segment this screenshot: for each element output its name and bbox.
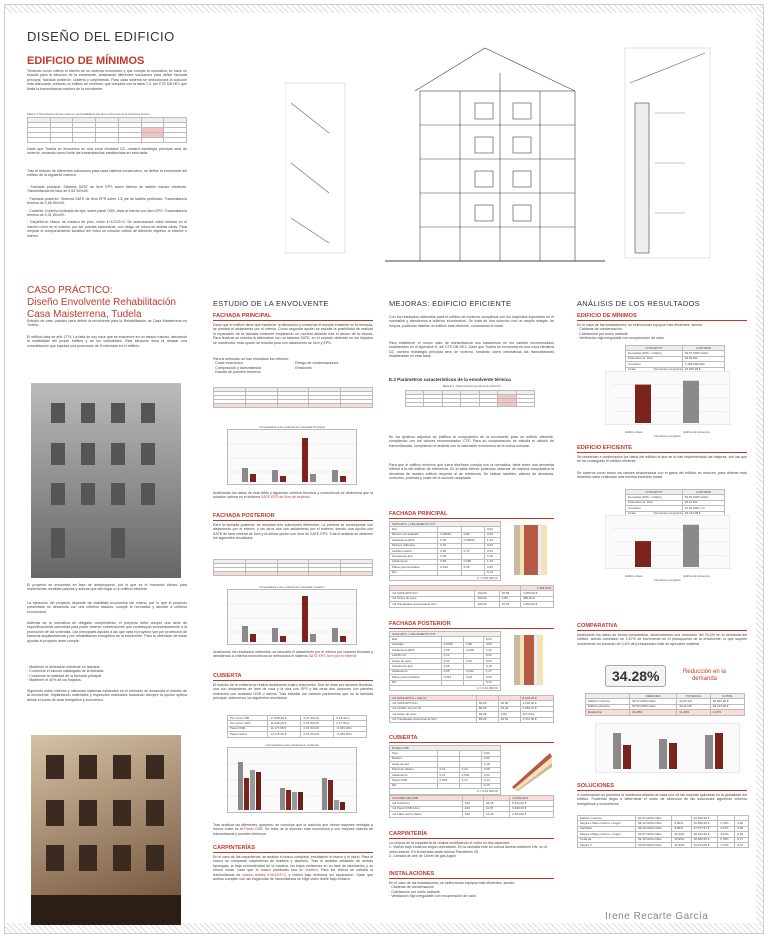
criteria-item: · Coste económico xyxy=(213,361,243,366)
analisis-comp-title: COMPARATIVA xyxy=(577,623,747,631)
mejoras-inst-title: INSTALACIONES xyxy=(389,871,554,879)
estudio-fp-chart-title: Comparativa entre soluciones: Fachada Principal xyxy=(259,425,325,429)
analisis-ef-text: Se presentan a continuación los datos del edificio al que se le han implementado las mejoras, con las que se ha conseguido el edificio eficiente. xyxy=(577,455,747,464)
caso-intro: Estudio de caso práctico para definir la envolvente para la Rehabilitación de Casa Maisterrena en Tudela. xyxy=(27,319,187,328)
estudio-carp-text xyxy=(213,855,373,881)
inst-item: · Ventilación higrorregulable con recuperación de calor xyxy=(389,894,476,899)
sol-row: Edificio mínimos 94,57 kWh/m²año 46.026,96 € xyxy=(578,816,749,821)
estudio-fpo-chart xyxy=(227,585,357,650)
chart2-cat: Edificio objeto xyxy=(625,574,643,578)
estudio-cub-bars xyxy=(227,747,357,813)
fpo-note-highlight: SATE EPS 5cm por el exterior. xyxy=(308,654,358,659)
analisis-comp-table: DEMANDA POTENCIA COSTE Edificio mínimos 94,57 kWh/m²año 34,00 kW 46.026,96 € Edificio eficiente 53,60 kWh/m²año 30,11 kW 49.313,05 € Reducción 34,28% 11,44% 4,47% xyxy=(585,693,745,716)
carp-highlight: de madera. xyxy=(299,868,319,873)
cub-note-highlight: Panel OSB. xyxy=(244,827,264,832)
caso-requirements xyxy=(27,665,187,683)
cub-row: Panel OSB 11.177,68 € 0,31 W/m²K -0,040 W/m xyxy=(228,726,367,731)
analisis-ef-text2: Se observa como todos los valores relacionados con el gasto del edificio se reducen, para obtener esto beneficio debe realizarse una mínima inversión inicial. xyxy=(577,471,747,480)
cub-layers-header: PANEL OSB xyxy=(390,746,501,751)
limits-table-caption: Tabla 2.3 Transmitancia térmica máxima y permeabilidad al aire de los elementos de la envolvente térmica xyxy=(27,113,150,116)
poster-title: DISEÑO DEL EDIFICIO xyxy=(27,29,175,44)
carp-text3: y vidrios bajo emisivos sin separación. Dado que ambos cumplen con las exigencias de transmitancia se elige vidrio doble bajo emisivo. xyxy=(213,872,374,882)
criteria-item: · Emisiones xyxy=(293,365,312,370)
estudio-cub-note xyxy=(213,823,373,836)
estudio-fpo-chart-title: Comparativa entre soluciones: Fachada posterior xyxy=(259,585,325,589)
mejoras-title: MEJORAS: EDIFICIO EFICIENTE xyxy=(389,299,512,308)
fpo-layers-header: SATE EPS + AISLAMIENTO INT xyxy=(390,632,501,637)
chart1-svg xyxy=(605,371,730,425)
edificio-item: · Fachada principal: Sistema SATE de 5cm EPS sobre fábrica de ladrillo macizo existente. Transmitancia térmica de 0,53 W/m2K. xyxy=(27,185,187,194)
mejoras-p2: Para establecer el nuevo valor de transmitancia nos basaremos en los valores recomendados establecidos en el Apéndice E, del CTE DB HE1. Dado que Tudela se encuentra en una zona climática D2, nuestra estrategia principal será de invierno, tomando como orientativas las transmitancias establecidas en esta tabla. xyxy=(389,341,554,359)
estudio-fp-note xyxy=(213,491,373,500)
fp-u-total: U = 0,25 W/m²K xyxy=(390,576,501,581)
mejoras-fpo-title: FACHADA POSTERIOR xyxy=(389,621,554,629)
zone-text: Dado que Tudela se encuentra en una zona climática D2, nuestra estrategia principal será de invierno, tomando como límite las transmitancias establecidas en esta tabla. xyxy=(27,147,187,156)
criteria-item: · Estudio de puentes térmicos xyxy=(213,370,261,375)
caso-line2: Casa Maisterrena, Tudela xyxy=(27,309,142,320)
mejoras-fp-title: FACHADA PRINCIPAL xyxy=(389,511,554,519)
analisis-sol-text: A continuación se presenta la incidencia aislada de cada una de las mejoras aplicadas en la globalidad del edificio. Pudiendo llegar a determinar el orden de selección de las soluciones siguiendo criterios energéticos y económicos. xyxy=(577,793,747,806)
mejoras-p4: Para que el edificio mínimos que fuera diseñado cumpla con la normativa, debe tener una demanda inferior a la del edificio de referencia. En la tabla inferior podemos observar de manera comparativa la demanda de nuestro edificio respecto al de referencia. Se indican también, valores de demanda, consumo, potencia y coste de la solución adoptada. xyxy=(389,463,554,481)
building-photo-street xyxy=(31,383,181,578)
sol-row: Mejora 3 53,60 kWh/m²año 43,32% 49.313,05 € 7,14% 0,16 xyxy=(578,843,749,848)
chart2-cat: Edificio de referencia xyxy=(683,574,710,578)
fp-layers-header: SATE EPS + AISLAMIENTO INT xyxy=(390,522,501,527)
cub-row: Panel tarima 14.715,46 € 0,31 W/m²K -0,029 W/m xyxy=(228,732,367,737)
fp-note-text: Analizando los datos de esta tabla y siguiendo criterios técnicos y económicos se determina que la solución óptima es el sistema xyxy=(213,491,373,500)
analisis-min-table: CONCEPTO CANTIDAD Demanda (kWh / m2año) 94,57 kWh/m²año Potencia inst. total 34,00 kW Consumo 3.189 kWh/año Coste 46.026,96 € xyxy=(625,345,725,373)
edificio-item: · Cubierta: Cubierta inclinada de teja, sobre panel OSB, vista al interior con 8cm EPS. Transmitancia térmica de 0,31 W/m2K. xyxy=(27,208,187,218)
tested-text: Tras el estudio de diferentes soluciones para cada sistema constructivo, se define la envolvente del edificio de la siguiente manera: xyxy=(27,169,187,178)
mejoras-params-block xyxy=(389,377,554,407)
estudio-cub-title: CUBIERTA xyxy=(213,673,373,681)
fp-note-highlight: SATE EPS de 5cm de espesor. xyxy=(260,495,311,500)
chart1-cat: Edificio objeto xyxy=(625,430,643,434)
edificio-heading: EDIFICIO DE MÍNIMOS xyxy=(27,55,145,67)
caso-heading-block xyxy=(27,285,176,321)
carp-item: 1. Vidrios bajo emisivos según orientación. En la fachada este se coloca lámina lowtherm UN, en el vidrio interior. En la fachada oeste lámina Planitherm 4S. xyxy=(389,845,548,854)
analisis-title: ANÁLISIS DE LOS RESULTADOS xyxy=(577,299,700,308)
carp-highlight2: vidrios dobles 4+6/12/3+3, xyxy=(242,872,287,877)
chart2-xlabel: Demanda energética xyxy=(654,578,681,582)
building-photo-render xyxy=(31,735,181,925)
roof-section-icon xyxy=(510,747,554,791)
requirement-item: · Conservar la totalidad de la fachada principal xyxy=(27,673,102,678)
estudio-cub-text: El estudio de la cubierta se realiza analizando cuatro soluciones. Dos de ellas por razones técnicas, una con aislamiento de lana de roca y la otra con XPS y las otras dos opciones con paneles exteriores con acabado OSB o tarima. Tras estudiar los mismos parámetros que en la fachada principal, obtenemos los siguientes resultados: xyxy=(213,683,373,701)
requirement-item: · Mantener la alineación existente en fachada xyxy=(27,665,100,669)
analisis-sol-table xyxy=(577,815,749,848)
sol-row: Cubierta 62,45 kWh/m²año 33,96% 48.686,56 € 5,78% 0,17 xyxy=(578,837,749,842)
estudio-fp-criteria xyxy=(213,357,373,375)
cub-row: Por cerca: MR 17.635,46 € 0,37 W/m²K 0,18 W/m xyxy=(228,716,367,721)
render-sketch xyxy=(31,735,181,925)
estudio-fp-bars xyxy=(227,429,357,485)
mejoras-fpo-costs: m2 SATE EPS 5 + Alsl Int 8.204,40 € m2 SATE EPS 5cm 89,09 46,56 4.148,40 € m2 Ladrillo 1/2 pie LP 89,09 23,40 2.084,70 € m2 Golpe de yeso 89,09 4,80 427,63 € m2 Trasdosado autoportante 5cm 89,09 16,52 1.472,00 € xyxy=(389,695,554,723)
edificio-items xyxy=(27,185,187,241)
estudio-fp-chart xyxy=(227,425,357,490)
mejoras-params-title: E.2 Parámetros característicos de la envolvente térmica xyxy=(389,377,511,382)
mejoras-carp-text xyxy=(389,841,554,859)
estudio-fp-title: FACHADA PRINCIPAL xyxy=(213,313,373,321)
estudio-title: ESTUDIO DE LA ENVOLVENTE xyxy=(213,299,329,308)
fp-wall-section-icon xyxy=(510,523,554,579)
fpo-note-text: Analizando los resultados obtenidos, se descarta el aislamiento por el interior por razones técnicas y atendiendo a criterios económicos se selecciona el sistema xyxy=(213,650,374,659)
chart1-cat: Edificio de referencia xyxy=(683,430,710,434)
estudio-cub-chart xyxy=(227,743,357,818)
fp-cost-total: 7.456,00 € xyxy=(521,586,554,591)
estudio-cub-chart-title: Comparativa entre soluciones: Cubierta xyxy=(265,743,319,747)
carp-item: 2. Cámara de aire de 16mm de gas Argón xyxy=(389,854,456,859)
chart1-xlabel: Demanda energética xyxy=(654,434,681,438)
analisis-chart1 xyxy=(605,367,730,438)
caso-label: CASO PRÁCTICO: xyxy=(27,285,113,296)
mejoras-cub-costs: ud PANEL DE OSB 14.551,80 € m2 Cubrición 160 34,45 5.512,00 € m2 Panel OSB 12cm 160 41,87 6.699,20 € m2 Falso techo pladur 160 14,40 2.304,00 € xyxy=(389,795,554,818)
chart-bar xyxy=(635,385,651,423)
criteria-item: · Riesgo de condensaciones xyxy=(293,361,339,366)
poster xyxy=(4,4,764,934)
mejoras-cub-layers: PANEL OSB Teja 0,00 Rastrel 0,00 Capa de aire 0,18 Panel de tablero 0,01 0,13 0,08 Aislamiento 0,12 0,034 3,53 Panel OSB 0,018 0,13 0,14 Rsi 0,10 U = 0,24 W/m²K xyxy=(389,745,501,795)
chart-bar xyxy=(635,541,651,567)
analisis-min-text xyxy=(577,323,747,341)
estudio-fpo-text: Para la fachada posterior, se estudian tres soluciones diferentes. La primera se corresponde con aislamiento por el interior, y los otros dos con aislamiento por el exterior, siendo una opción con SATE de lana mineral de 6cm y la última opción con 5cm de SATE EPS. Tras el análisis se obtienen los siguientes resultados: xyxy=(213,523,373,541)
edificio-item: · Carpintería: Marco de madera de pino, vidrio 4+4/12/3+3. Se seleccionará vidrio laminar en el interior como en el exterior, por ser puertas balconeras, con riesgo de rotura en ambas caras. Para mejorar el comportamiento acústico del vidrio se colocan vidrios de diferente espesor al exterior e interior. xyxy=(27,220,187,238)
estudio-cub-table xyxy=(227,715,367,738)
sol-row: Mejora 2 Bajo emisivo + Argón 83,57 kWh/m²año 11,63% 48.100,96 € 4,51% 0,39 xyxy=(578,832,749,837)
building-section-drawing xyxy=(285,43,715,273)
min-intro: En el caso de las instalaciones, se seleccionan equipos más eficientes, siendo: xyxy=(577,323,704,327)
caso-normativa: Además de la normativa de obligado cumplimiento, el proyecto debe cumplir una serie de especificaciones concretas para poder obtener subvenciones que contribuyan económicamente a la promoción de las viviendas. Las principales ayudas a las que opta el proyecto son por protección de barreras arquitectónicas y por rehabilitación energética de la envolvente. Para la obtención de estas ayudas el proyecto debe cumplir: xyxy=(27,621,187,643)
chart-bar xyxy=(683,381,699,423)
mejoras-carp-title: CARPINTERÍA xyxy=(389,831,554,839)
chart2-svg xyxy=(605,515,730,569)
estudio-fpo-note xyxy=(213,650,373,659)
caso-project: El proyecto se encuentra en fase de anteproyecto, por lo que es el momento idóneo para implementar medidas pasivas y activas que den lugar a un edificio eficiente. xyxy=(27,583,187,592)
pct-label: Reducción en la demanda xyxy=(682,669,726,682)
mejoras-fpo-layers: SATE EPS + AISLAMIENTO INT Rse 0,04 Acabado 0,0015 0,80 0,00 Aislamiento EPS 0,05 0,035 1,43 Ladrillo LP 0,12 0,22 Golpe de yeso 0,02 0,40 0,04 Cámara de aire 0,05 0,18 Aislamiento 0,05 0,034 1,47 Placa yeso laminado 0,013 0,25 0,05 Rsi 0,13 U = 0,22 W/m²K xyxy=(389,631,501,691)
estudio-fpo-title: FACHADA POSTERIOR xyxy=(213,513,373,521)
pct-badge xyxy=(605,665,734,687)
analisis-ef-title: EDIFICIO EFICIENTE xyxy=(577,445,747,453)
mejoras-cub-title: CUBIERTA xyxy=(389,735,554,743)
mejoras-p3: En los gráficos adjuntos se justifica la composición de la envolvente para un edificio eficiente, cumpliendo con los valores recomendados CTE. Para su comprobación se estudia el cálculo de transmitancias, cumpliendo el análisis con la valoración económica de la nueva solución. xyxy=(389,435,554,448)
min-item: · Ventilación higrorregulable con recuperación de calor xyxy=(577,336,664,341)
carp-text: En el caso de las carpinterías, se analiza el hueco completo, estudiando el marco y el vidrio. Para el marco se comparan carpinterías de madera y aluminio. Tras el análisis detallado de ambas tipologías, la baja conductividad de la madera, los bajos emisiones en su fase de fabricación y su menor coste, hace que el marco planteado sea xyxy=(213,855,373,873)
analisis-chart2 xyxy=(605,511,730,582)
requirement-item: · Conservar el escudo catalogado de la fachada xyxy=(27,669,104,674)
estudio-fpo-table xyxy=(213,559,373,576)
carp-text2: Para los vidrios se estudia la transmitancia de xyxy=(213,868,374,877)
cub-note-text: Tras analizar las diferentes opciones, se concluye que la solución que ofrece mayores ventajas a menor coste es el xyxy=(213,823,373,832)
limits-table xyxy=(27,117,187,143)
cub-row: Por cerca: XPS 10.426,20 € 0,32 W/m²K 0,17 W/m xyxy=(228,721,367,726)
pct-value: 34.28% xyxy=(605,665,666,687)
edificio-intro: Teniendo como criterio el diseño de un sistema económico y que cumpla la normativa, se hace un estudio para la elección de la envolvente, analizando diferentes soluciones para definir fachada principal, fachada posterior, cubierta y carpinterías. Para cada sistema se seleccionará la solución más adecuada, creando un edificio de mínimos, que cumplirá con la tabla 2.3. del CTE DB HE1 que limita la transmitancia máxima de la envolvente. xyxy=(27,69,187,91)
estudio-carp-title: CARPINTERÍAS xyxy=(213,845,373,853)
cub-note-text2: Se trata de la solución más económica y con mejores valores de transmitancia y puentes térmicos. xyxy=(213,827,373,836)
mejoras-params-sub: Tabla E.1. Transmitancia del elemento [W/m²K] xyxy=(442,384,501,388)
mejoras-params-table xyxy=(405,390,535,407)
limits-table-block xyxy=(27,113,187,143)
requirement-item: · Mantener el 40% de los forjados. xyxy=(27,678,82,683)
facade-sketch xyxy=(31,383,181,578)
author-signature: Irene Recarte García xyxy=(605,911,709,922)
caso-closing: Siguiendo estos criterios y utilizando sistemas existentes en el mercado se desarrolla el estudio de la envolvente, implantando materiales y espesores realizados buscando siempre la opción óptima desde el punto de vista energético y económico. xyxy=(27,689,187,702)
estudio-fp-table xyxy=(213,387,373,408)
hatched-border-right xyxy=(756,5,763,934)
analisis-comp-text: Analizando los datos de forma comparativa, observaremos una reducción del 34,2% en la demanda del edificio, siendo necesario un 4,47% de incremento en el presupuesto de la envolvente, lo que supone únicamente un aumento de 0,4% del presupuesto total de ejecución material. xyxy=(577,633,747,646)
caso-line1: Diseño Envolvente Rehabilitación xyxy=(27,297,176,308)
criteria-item: · Composición y transmitancia xyxy=(213,365,262,370)
mejoras-p1: Con los resultados obtenidos para el edificio de mínimos cumplimos con los requisitos impuestos en el normativa y atendemos a criterios económicos. Se trata de una solución con un amplio margen de mejora, pudiendo diseñar un edificio más eficiente, controlando el coste. xyxy=(389,315,554,328)
mejoras-inst-text xyxy=(389,881,554,899)
sol-row: Mejora 1 Bajo emisivo + Argón 88,12 kWh/m²año 6,82% 46.850,66 € 1,79% 0,26 xyxy=(578,821,749,826)
estudio-fp-text: Dado que el edificio tiene que mantener la alineación y conservar el escudo existente en la fachada, se plantea el aislamiento por el interior. Como segunda opción se estudia la posibilidad de realizar la reparación de la fachada existente empleando un mortero aislante tras el abono de la misma. Para finalizar se estudia la alternativa con un sistema SATE, en el espacio obtenido en los forjados se mantendrá, esta opción se estudia para con aislamiento de 5cm y EPS. xyxy=(213,323,373,345)
inst-intro: En el caso de las instalaciones, se seleccionan equipos más eficientes, siendo: xyxy=(389,881,516,885)
caso-history: El edificio data de año 1774. La falta de uso hace que se encuentre en un estado ruinoso, afectando la estabilidad del propio edificio y de los colindantes. Esta situación lleva la realizar una consolidación que impulsa una promoción de 8 viviendas en el edificio. xyxy=(27,335,187,348)
hatched-border-top xyxy=(5,5,764,13)
caso-execution: La ejecución del proyecto depende de viabilidad económica del mismo, por lo que el proyecto presentado se desarrolla con dos criterios básicos, cumplir la normativa y atender a criterios económicos. xyxy=(27,601,187,614)
edificio-item: · Fachada posterior: Sistema SATE de 5cm EPS sobre 1/2 pie de ladrillo perforado. Transmitancia térmica de 0,56 W/m2K. xyxy=(27,196,187,206)
analisis-ef-table: CONCEPTO CANTIDAD Demanda (kWh / m2año) 53,60 kWh/m²año Potencia inst. total 30,11 kW Consumo 10,93 kWh / m² Coste 49.313,05 € xyxy=(625,489,725,517)
analisis-sol-title: SOLUCIONES xyxy=(577,783,747,791)
min-item: · Calefacción por suelo radiante xyxy=(577,331,628,336)
criteria-head: Para la selección se han estudiado los criterios: xyxy=(213,357,289,361)
chart1-title: Demanda energética xyxy=(653,367,682,371)
mejoras-fp-costs: 7.456,00 € m2 SATE EPS 5cm 100,00 46,56 4.656,00 € m2 Golpe de yeso 100,00 4,80 480,00 € m2 Trasdosado autoportante 5cm 100,00 16,52 1.652,00 € xyxy=(389,585,554,608)
fpo-u-total: U = 0,22 W/m²K xyxy=(390,686,501,691)
sol-row: Fachada 86,20 kWh/m²año 8,85% 47.577,57 € 3,37% 0,38 xyxy=(578,826,749,831)
mejoras-fp-layers: SATE EPS + AISLAMIENTO INT Rse 0,04 Mortero de acabado 0,00015 0,80 0,00 Aislamiento EPS 0,05 0,03500 1,43 Mortero adhesivo 0,02 0,03 Ladrillo macizo 0,38 0,72 0,53 Cámara de aire 0,05 0,18 Aislamiento 0,05 0,035 1,43 Placa yeso laminado 0,013 0,25 0,05 Rsi 0,13 U = 0,25 W/m²K xyxy=(389,521,501,581)
estudio-fpo-bars xyxy=(227,589,357,645)
carp-intro: La mejora de la carpintería se realiza modificando el vidrio en dos aspectos: xyxy=(389,841,511,845)
comparison-bars xyxy=(595,723,740,773)
cub-u-total: U = 0,24 W/m²K xyxy=(390,789,501,794)
chart-bar xyxy=(683,525,699,567)
analisis-min-title: EDIFICIO DE MÍNIMOS xyxy=(577,313,747,321)
inst-item: · Calefacción por suelo radiante xyxy=(389,889,440,894)
chart2-title: Demanda energética xyxy=(653,511,682,515)
min-item: · Calderas de condensación xyxy=(577,327,622,332)
fpo-wall-section-icon xyxy=(510,633,554,689)
inst-item: · Calderas de condensación xyxy=(389,885,434,890)
